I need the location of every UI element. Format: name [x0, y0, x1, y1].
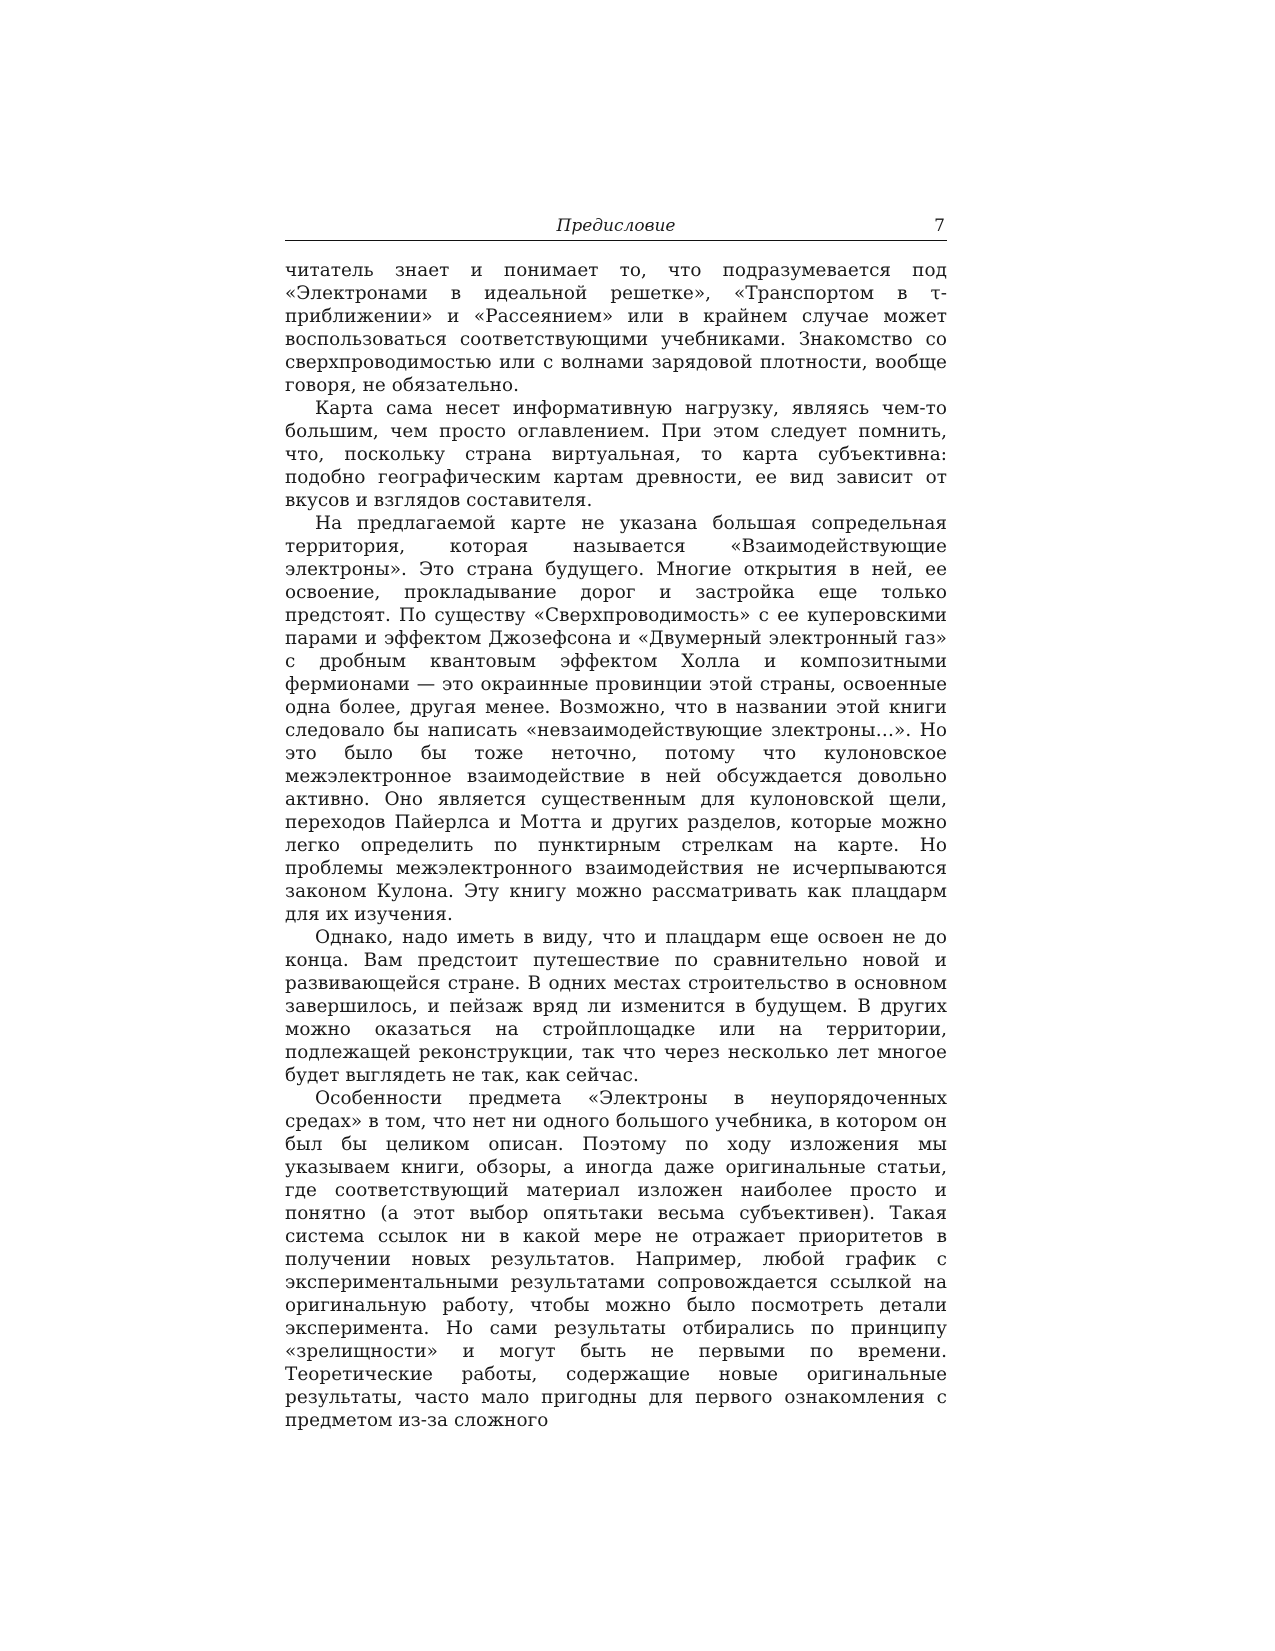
- paragraph-3: На предлагаемой карте не указана большая сопредельная территория, которая называется «Взаимодействующие электроны». Это страна будущего. Многие открытия в ней, ее освоение, прокладывание дорог и застройка еще только предстоят. По существу «Сверхпроводимость» с ее куперовскими парами и эффектом Джозефсона и «Двумерный электронный газ» с дробным квантовым эффектом Холла и композитными фермионами — это окраинные провинции этой страны, освоенные одна более, другая менее. Возможно, что в названии этой книги следовало бы написать «невзаимодействующие злектроны…». Но это было бы тоже неточно, потому что кулоновское межэлектронное взаимодействие в ней обсуждается довольно активно. Оно является существенным для кулоновской щели, переходов Пайерлса и Мотта и других разделов, которые можно легко определить по пунктирным стрелкам на карте. Но проблемы межэлектронного взаимодействия не исчерпываются законом Кулона. Эту книгу можно рассматривать как плацдарм для их изучения.: [285, 513, 947, 925]
- paragraph-1: читатель знает и понимает то, что подразумевается под «Электронами в идеальной решетке», «Транспортом в τ-приближении» и «Рассеянием» или в крайнем случае может воспользоваться соответствующими учебниками. Знакомство со сверхпроводимостью или с волнами зарядовой плотности, вообще говоря, не обязательно.: [285, 260, 947, 396]
- paragraph-2: Карта сама несет информативную нагрузку, являясь чем-то большим, чем просто оглавлением. При этом следует помнить, что, поскольку страна виртуальная, то карта субъективна: подобно географическим картам древности, ее вид зависит от вкусов и взглядов составителя.: [285, 398, 947, 511]
- body-text: [285, 259, 947, 1432]
- paragraph-5: Особенности предмета «Электроны в неупорядоченных средах» в том, что нет ни одного большого учебника, в котором он был бы целиком описан. Поэтому по ходу изложения мы указываем книги, обзоры, а иногда даже оригинальные статьи, где соответствующий материал изложен наиболее просто и понятно (а этот выбор опятьтаки весьма субъективен). Такая система ссылок ни в какой мере не отражает приоритетов в получении новых результатов. Например, любой график с экспериментальными результатами сопровождается ссылкой на оригинальную работу, чтобы можно было посмотреть детали эксперимента. Но сами результаты отбирались по принципу «зрелищности» и могут быть не первыми по времени. Теоретические работы, содержащие новые оригинальные результаты, часто мало пригодны для первого ознакомления с предметом из-за сложного: [285, 1088, 947, 1431]
- running-header: [285, 210, 947, 241]
- book-page: [285, 210, 947, 1432]
- paragraph-4: Однако, надо иметь в виду, что и плацдарм еще освоен не до конца. Вам предстоит путешествие по сравнительно новой и развивающейся стране. В одних местах строительство в основном завершилось, и пейзаж вряд ли изменится в будущем. В других можно оказаться на стройплощадке или на территории, подлежащей реконструкции, так что через несколько лет многое будет выглядеть не так, как сейчас.: [285, 927, 947, 1086]
- running-title: Предисловие: [556, 216, 676, 236]
- page-number: 7: [934, 216, 945, 236]
